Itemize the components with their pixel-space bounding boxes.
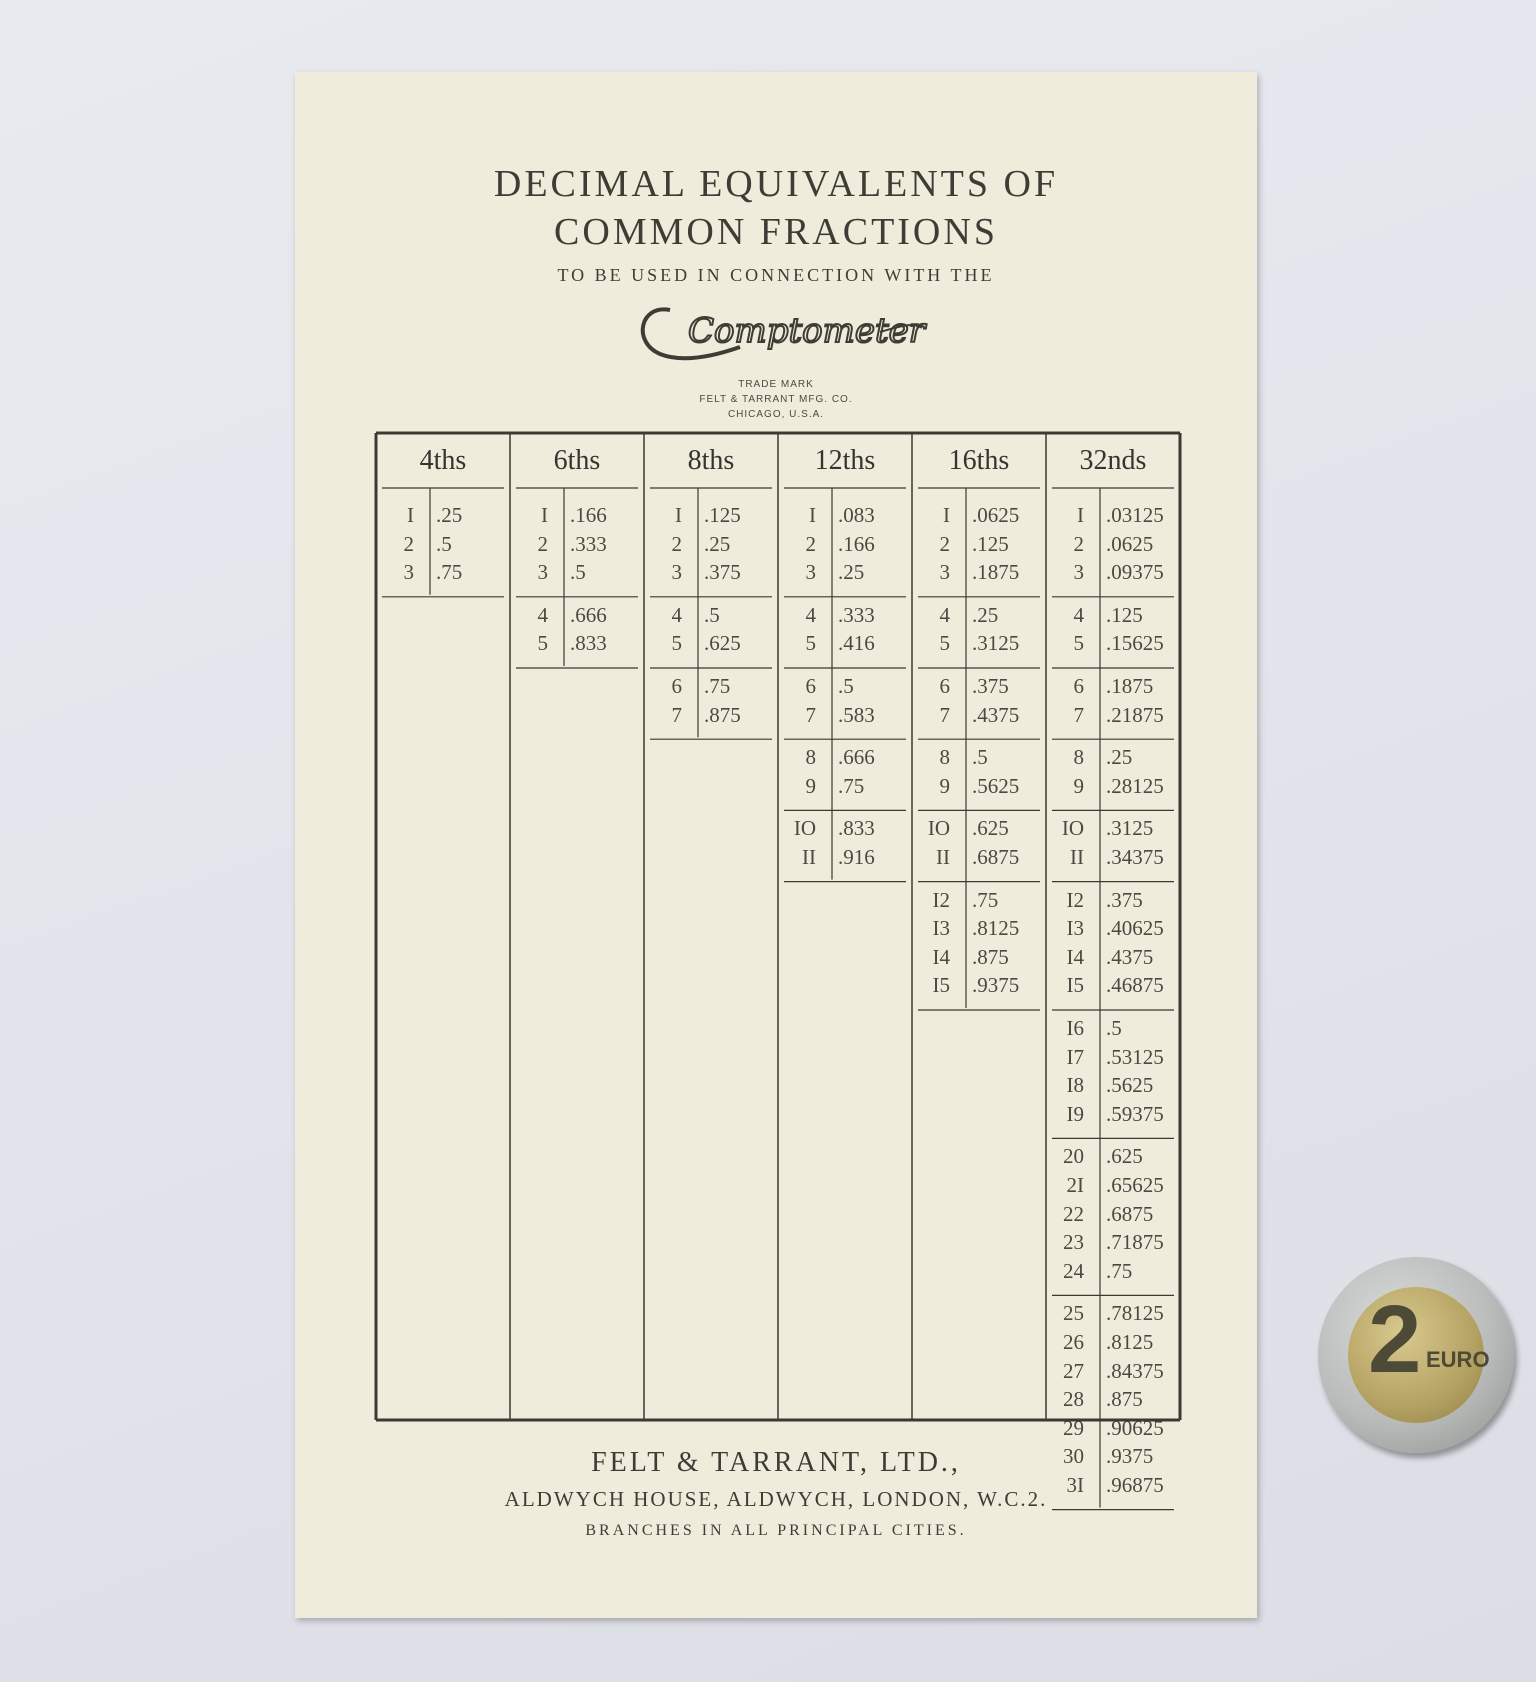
maker-label: FELT & TARRANT MFG. CO. <box>699 394 853 405</box>
fraction-numerator: I2 <box>932 887 950 912</box>
decimal-value: .90625 <box>1106 1415 1164 1440</box>
fraction-numerator: 2 <box>403 531 414 556</box>
fraction-numerator: I9 <box>1066 1101 1084 1126</box>
decimal-value: .9375 <box>1106 1444 1154 1469</box>
fraction-numerator: 28 <box>1063 1387 1084 1412</box>
fraction-numerator: I6 <box>1066 1016 1084 1040</box>
decimal-value: .5 <box>838 674 854 698</box>
decimal-value: .5 <box>570 560 586 585</box>
fraction-numerator: I <box>943 503 950 527</box>
fraction-numerator: 6 <box>805 674 816 698</box>
decimal-value: .8125 <box>972 916 1020 941</box>
decimal-value: .5 <box>972 745 988 770</box>
decimal-value: .916 <box>838 845 875 869</box>
fraction-numerator: 4 <box>805 602 816 627</box>
coin-currency: EURO <box>1426 1347 1490 1372</box>
fraction-numerator: IO <box>1061 816 1084 841</box>
decimal-value: .3125 <box>1106 816 1154 841</box>
decimal-value: .25 <box>1106 745 1133 770</box>
fraction-numerator: II <box>936 845 950 869</box>
fraction-numerator: 6 <box>939 674 950 698</box>
decimal-value: .875 <box>704 702 741 727</box>
fraction-numerator: 7 <box>671 702 682 727</box>
decimal-value: .6875 <box>1106 1201 1154 1226</box>
decimal-value: .8125 <box>1106 1330 1154 1354</box>
decimal-value: .1875 <box>972 560 1020 585</box>
column-header-16ths: 16ths <box>948 445 1010 476</box>
fraction-numerator: 9 <box>939 773 950 798</box>
footer-branches: BRANCHES IN ALL PRINCIPAL CITIES. <box>585 1522 967 1539</box>
decimal-value: .75 <box>704 674 731 698</box>
fraction-numerator: I <box>809 503 816 527</box>
fraction-numerator: I <box>407 503 414 527</box>
fraction-numerator: I8 <box>1066 1073 1084 1098</box>
fraction-numerator: 27 <box>1063 1358 1084 1383</box>
fraction-numerator: I3 <box>1066 916 1084 941</box>
fraction-numerator: I <box>541 503 548 527</box>
fraction-numerator: I2 <box>1066 887 1084 912</box>
decimal-value: .34375 <box>1106 845 1164 869</box>
fraction-numerator: 9 <box>805 773 816 798</box>
fraction-numerator: I <box>675 503 682 527</box>
decimal-value: .625 <box>1106 1144 1143 1169</box>
decimal-value: .375 <box>704 560 741 585</box>
decimal-value: .28125 <box>1106 773 1164 798</box>
decimal-value: .78125 <box>1106 1301 1164 1326</box>
logo-wordmark: Comptometer <box>688 311 926 351</box>
fraction-numerator: 3 <box>1073 560 1084 585</box>
decimal-value: .125 <box>972 531 1009 556</box>
fraction-numerator: IO <box>927 816 950 841</box>
decimal-value: .84375 <box>1106 1358 1164 1383</box>
decimal-value: .59375 <box>1106 1101 1164 1126</box>
coin-denomination: 2 <box>1368 1286 1422 1393</box>
decimal-value: .416 <box>838 631 875 656</box>
decimal-value: .0625 <box>1106 531 1154 556</box>
decimal-value: .833 <box>838 816 875 841</box>
decimal-value: .666 <box>570 602 607 627</box>
decimal-value: .875 <box>1106 1387 1143 1412</box>
decimal-value: .4375 <box>1106 944 1154 969</box>
decimal-value: .03125 <box>1106 503 1164 527</box>
decimal-value: .75 <box>838 773 865 798</box>
fraction-numerator: 4 <box>939 602 950 627</box>
decimal-value: .53125 <box>1106 1044 1164 1069</box>
decimal-value: .333 <box>838 602 875 627</box>
fraction-numerator: I3 <box>932 916 950 941</box>
trademark-label: TRADE MARK <box>738 379 814 390</box>
decimal-value: .6875 <box>972 845 1020 869</box>
fraction-numerator: 22 <box>1063 1201 1084 1226</box>
decimal-value: .25 <box>436 503 463 527</box>
fraction-numerator: 20 <box>1063 1144 1084 1169</box>
fraction-numerator: 23 <box>1063 1230 1084 1255</box>
decimal-value: .75 <box>1106 1258 1133 1283</box>
fraction-numerator: I5 <box>1066 973 1084 998</box>
decimal-value: .0625 <box>972 503 1020 527</box>
footer-company: FELT & TARRANT, LTD., <box>591 1447 961 1478</box>
decimal-value: .333 <box>570 531 607 556</box>
decimal-value: .75 <box>436 560 463 585</box>
card-title-line1: DECIMAL EQUIVALENTS OF <box>493 163 1059 205</box>
decimal-value: .21875 <box>1106 702 1164 727</box>
fraction-numerator: I4 <box>1066 944 1084 969</box>
decimal-value: .125 <box>1106 602 1143 627</box>
fraction-numerator: 4 <box>1073 602 1084 627</box>
footer-address: ALDWYCH HOUSE, ALDWYCH, LONDON, W.C.2. <box>504 1487 1048 1511</box>
decimal-value: .166 <box>570 503 607 527</box>
fraction-numerator: 3I <box>1066 1473 1084 1497</box>
decimal-value: .46875 <box>1106 973 1164 998</box>
decimal-value: .583 <box>838 702 875 727</box>
decimal-value: .71875 <box>1106 1230 1164 1255</box>
fraction-numerator: 7 <box>805 702 816 727</box>
decimal-value: .1875 <box>1106 674 1154 698</box>
decimal-value: .65625 <box>1106 1173 1164 1197</box>
fraction-numerator: I <box>1077 503 1084 527</box>
fraction-numerator: II <box>1070 845 1084 869</box>
fraction-numerator: 4 <box>537 602 548 627</box>
column-header-8ths: 8ths <box>687 445 735 476</box>
fraction-numerator: 2 <box>537 531 548 556</box>
fraction-numerator: I5 <box>932 973 950 998</box>
decimal-value: .625 <box>972 816 1009 841</box>
fraction-numerator: 26 <box>1063 1330 1084 1354</box>
fraction-numerator: 3 <box>939 560 950 585</box>
decimal-value: .4375 <box>972 702 1020 727</box>
column-header-4ths: 4ths <box>419 445 467 476</box>
fraction-numerator: 3 <box>671 560 682 585</box>
fraction-numerator: 3 <box>403 560 414 585</box>
decimal-value: .09375 <box>1106 560 1164 585</box>
fraction-numerator: 2I <box>1066 1173 1084 1197</box>
decimal-value: .5 <box>436 531 452 556</box>
fraction-numerator: 25 <box>1063 1301 1084 1326</box>
fraction-numerator: 3 <box>537 560 548 585</box>
decimal-value: .083 <box>838 503 875 527</box>
decimal-value: .5 <box>1106 1016 1122 1040</box>
fraction-numerator: 2 <box>1073 531 1084 556</box>
fraction-numerator: 5 <box>671 631 682 656</box>
fraction-numerator: 7 <box>1073 702 1084 727</box>
decimal-value: .96875 <box>1106 1473 1164 1497</box>
fraction-numerator: IO <box>793 816 816 841</box>
decimal-value: .625 <box>704 631 741 656</box>
decimal-value: .375 <box>1106 887 1143 912</box>
fraction-numerator: 9 <box>1073 773 1084 798</box>
city-label: CHICAGO, U.S.A. <box>727 409 825 420</box>
decimal-value: .25 <box>704 531 731 556</box>
fraction-numerator: 8 <box>1073 745 1084 770</box>
column-header-6ths: 6ths <box>553 445 601 476</box>
two-euro-coin <box>1318 1257 1514 1453</box>
decimal-value: .5625 <box>1106 1073 1154 1098</box>
fraction-numerator: 5 <box>805 631 816 656</box>
decimal-value: .25 <box>972 602 999 627</box>
decimal-value: .5 <box>704 602 720 627</box>
fraction-numerator: 5 <box>537 631 548 656</box>
fraction-numerator: 8 <box>939 745 950 770</box>
card-subtitle: TO BE USED IN CONNECTION WITH THE <box>557 265 995 285</box>
decimal-value: .5625 <box>972 773 1020 798</box>
decimal-value: .9375 <box>972 973 1020 998</box>
decimal-value: .3125 <box>972 631 1020 656</box>
decimal-value: .25 <box>838 560 865 585</box>
fraction-numerator: 5 <box>939 631 950 656</box>
decimal-value: .75 <box>972 887 999 912</box>
fraction-numerator: 4 <box>671 602 682 627</box>
decimal-value: .666 <box>838 745 875 770</box>
card-title-line2: COMMON FRACTIONS <box>554 211 998 253</box>
fraction-numerator: 30 <box>1063 1444 1084 1469</box>
decimal-value: .375 <box>972 674 1009 698</box>
column-header-12ths: 12ths <box>814 445 876 476</box>
fraction-numerator: 2 <box>805 531 816 556</box>
fraction-numerator: 7 <box>939 702 950 727</box>
decimal-value: .875 <box>972 944 1009 969</box>
decimal-value: .166 <box>838 531 875 556</box>
fraction-numerator: 24 <box>1063 1258 1084 1283</box>
fraction-numerator: I4 <box>932 944 950 969</box>
decimal-value: .125 <box>704 503 741 527</box>
decimal-value: .15625 <box>1106 631 1164 656</box>
fraction-numerator: 2 <box>671 531 682 556</box>
fraction-numerator: 3 <box>805 560 816 585</box>
fraction-numerator: 2 <box>939 531 950 556</box>
decimal-value: .833 <box>570 631 607 656</box>
fraction-numerator: 6 <box>1073 674 1084 698</box>
fraction-numerator: 29 <box>1063 1415 1084 1440</box>
column-header-32nds: 32nds <box>1079 445 1147 476</box>
fraction-numerator: II <box>802 845 816 869</box>
fraction-numerator: I7 <box>1066 1044 1084 1069</box>
decimal-value: .40625 <box>1106 916 1164 941</box>
fraction-numerator: 6 <box>671 674 682 698</box>
fraction-numerator: 5 <box>1073 631 1084 656</box>
fraction-numerator: 8 <box>805 745 816 770</box>
